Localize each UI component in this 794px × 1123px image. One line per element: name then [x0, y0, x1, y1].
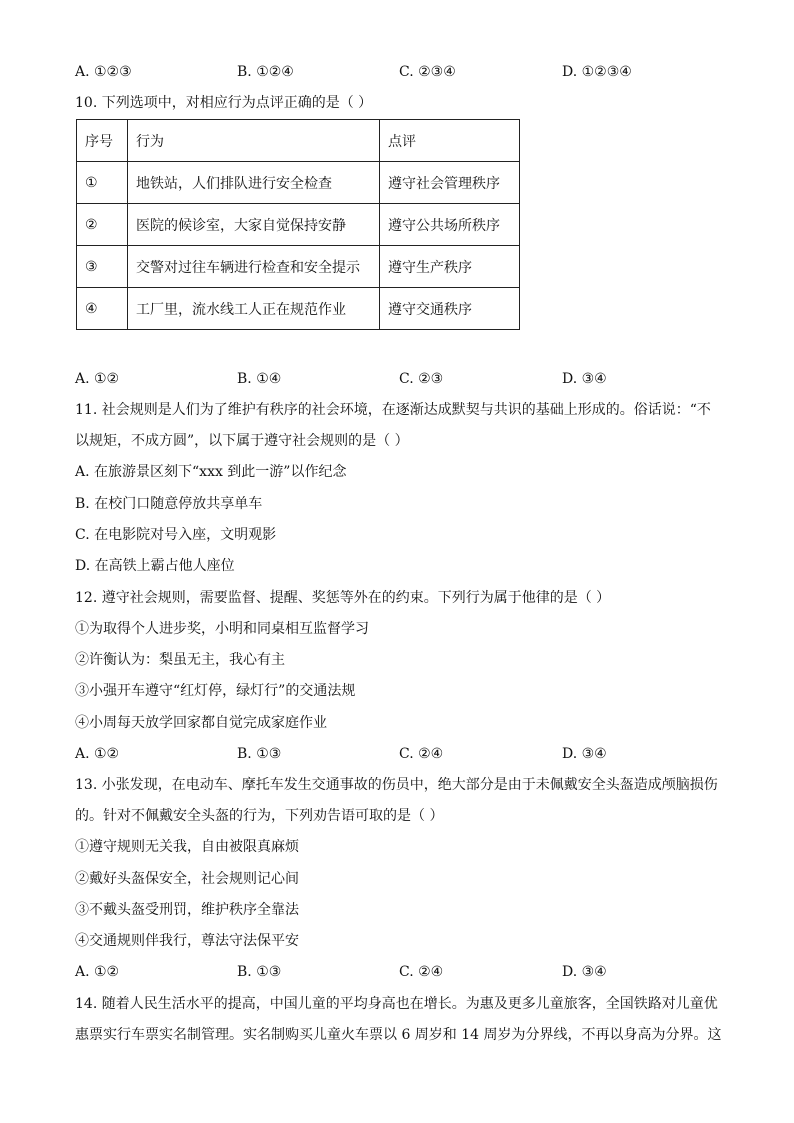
table-row [77, 288, 520, 330]
table-cell: 遵守社会管理秩序 [380, 162, 520, 204]
table-header-cell: 行为 [128, 120, 380, 162]
q12-item-4: ④小周每天放学回家都自觉完成家庭作业 [75, 715, 327, 731]
q9-option-a: A. ①②③ [75, 64, 132, 80]
q12-stem: 12. 遵守社会规则，需要监督、提醒、奖惩等外在的约束。下列行为属于他律的是（ ） [75, 590, 611, 606]
q12-options [75, 744, 735, 764]
q9-option-d: D. ①②③④ [562, 64, 632, 80]
table-header-cell: 点评 [380, 120, 520, 162]
table-cell: ③ [77, 246, 128, 288]
table-cell: 医院的候诊室，大家自觉保持安静 [128, 204, 380, 246]
q12-item-2: ②许衡认为：梨虽无主，我心有主 [75, 652, 285, 668]
table-cell: 遵守公共场所秩序 [380, 204, 520, 246]
table-row [77, 246, 520, 288]
q13-item-4: ④交通规则伴我行，尊法守法保平安 [75, 933, 299, 949]
table-row [77, 204, 520, 246]
q12-option-b: B. ①③ [237, 746, 282, 762]
q12-option-a: A. ①② [75, 746, 120, 762]
q12-option-c: C. ②④ [399, 746, 444, 762]
q13-option-b: B. ①③ [237, 964, 282, 980]
table-row [77, 162, 520, 204]
table-cell: 地铁站，人们排队进行安全检查 [128, 162, 380, 204]
table-cell: 工厂里，流水线工人正在规范作业 [128, 288, 380, 330]
q13-option-a: A. ①② [75, 964, 120, 980]
q9-option-c: C. ②③④ [399, 64, 456, 80]
q12-item-1: ①为取得个人进步奖，小明和同桌相互监督学习 [75, 621, 369, 637]
q10-table [76, 119, 520, 330]
q10-option-b: B. ①④ [237, 371, 282, 387]
table-cell: 遵守生产秩序 [380, 246, 520, 288]
q11-choice-b: B. 在校门口随意停放共享单车 [75, 496, 263, 512]
q13-item-2: ②戴好头盔保安全，社会规则记心间 [75, 871, 299, 887]
table-cell: 交警对过往车辆进行检查和安全提示 [128, 246, 380, 288]
q10-stem: 10. 下列选项中，对相应行为点评正确的是（ ） [75, 95, 373, 111]
q14-stem-line-2: 惠票实行车票实名制管理。实名制购买儿童火车票以 6 周岁和 14 周岁为分界线，不再以身高为分界。这 [75, 1027, 722, 1043]
q9-option-b: B. ①②④ [237, 64, 294, 80]
q11-choice-c: C. 在电影院对号入座，文明观影 [75, 527, 277, 543]
q10-options [75, 369, 735, 389]
q13-item-3: ③不戴头盔受刑罚，维护秩序全靠法 [75, 902, 299, 918]
q10-option-d: D. ③④ [562, 371, 607, 387]
q9-options [75, 62, 735, 82]
q10-option-c: C. ②③ [399, 371, 444, 387]
table-cell: ④ [77, 288, 128, 330]
q12-item-3: ③小强开车遵守“红灯停，绿灯行”的交通法规 [75, 683, 356, 699]
q13-option-d: D. ③④ [562, 964, 607, 980]
q13-option-c: C. ②④ [399, 964, 444, 980]
q13-stem-line-1: 13. 小张发现，在电动车、摩托车发生交通事故的伤员中，绝大部分是由于未佩戴安全头盔造成颅脑损伤 [75, 777, 718, 793]
table-header-cell: 序号 [77, 120, 128, 162]
q11-stem-line-1: 11. 社会规则是人们为了维护有秩序的社会环境，在逐渐达成默契与共识的基础上形成的。俗话说：“不 [75, 402, 711, 418]
q11-stem-line-2: 以规矩，不成方圆”，以下属于遵守社会规则的是（ ） [75, 433, 409, 449]
q12-option-d: D. ③④ [562, 746, 607, 762]
table-cell: 遵守交通秩序 [380, 288, 520, 330]
q13-item-1: ①遵守规则无关我，自由被限真麻烦 [75, 839, 299, 855]
q13-options [75, 962, 735, 982]
q13-stem-line-2: 的。针对不佩戴安全头盔的行为，下列劝告语可取的是（ ） [75, 808, 444, 824]
q14-stem-line-1: 14. 随着人民生活水平的提高，中国儿童的平均身高也在增长。为惠及更多儿童旅客，全国铁路对儿童优 [75, 996, 718, 1012]
q11-choice-d: D. 在高铁上霸占他人座位 [75, 558, 235, 574]
q10-option-a: A. ①② [75, 371, 120, 387]
table-cell: ② [77, 204, 128, 246]
table-cell: ① [77, 162, 128, 204]
q11-choice-a: A. 在旅游景区刻下“xxx 到此一游”以作纪念 [75, 464, 347, 480]
table-header-row [77, 120, 520, 162]
